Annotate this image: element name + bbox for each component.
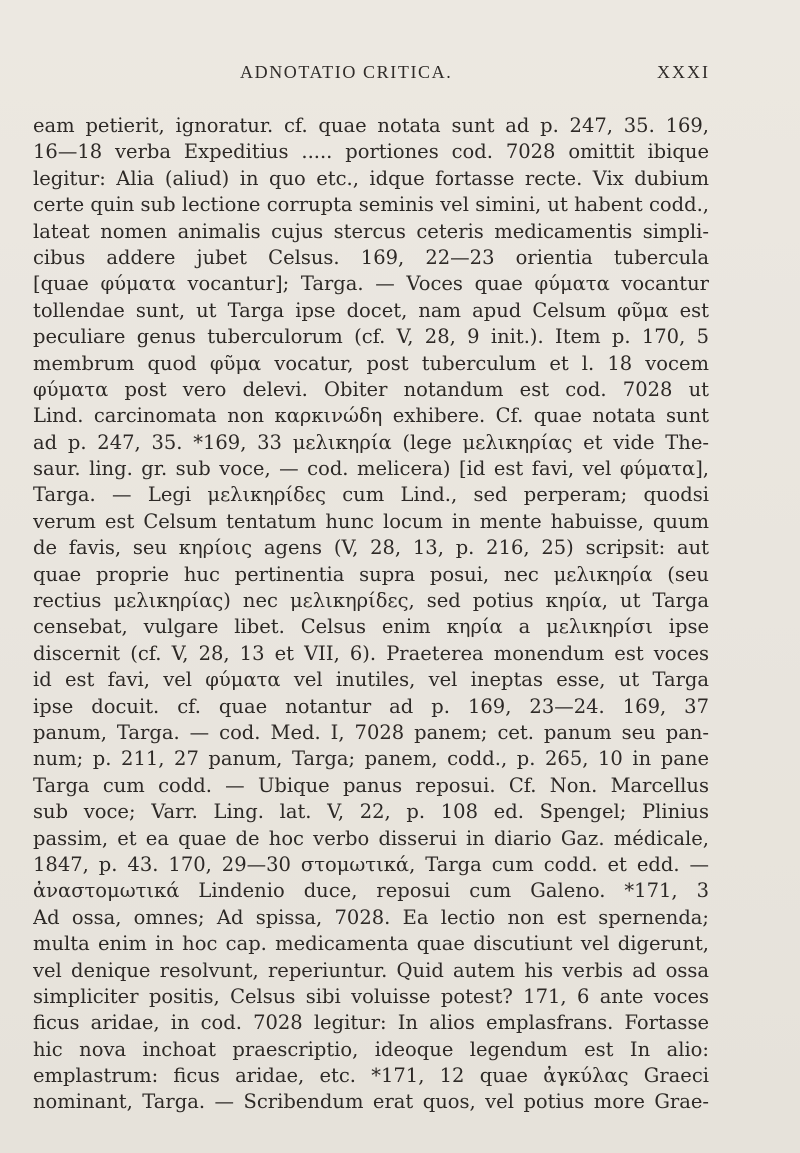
text-line: ficus aridae, in cod. 7028 legitur: In alios emplasfrans. Fortasse [33, 1011, 709, 1035]
text-line: eam petierit, ignoratur. cf. quae notata sunt ad p. 247, 35. 169, [33, 114, 709, 137]
text-line: Ad ossa, omnes; Ad spissa, 7028. Ea lectio non est spernenda; [33, 905, 709, 929]
text-line: discernit (cf. V, 28, 13 et VII, 6). Praeterea monendum est voces [33, 641, 709, 665]
text-line: ipse docuit. cf. quae notantur ad p. 169, 23—24. 169, 37 [33, 694, 709, 718]
text-line: φύματα post vero delevi. Obiter notandum est cod. 7028 ut [33, 377, 709, 401]
text-line: Targa cum codd. — Ubique panus reposui. Cf. Non. Marcellus [33, 773, 709, 797]
body-text [33, 113, 709, 1116]
text-line: lateat nomen animalis cujus stercus ceteris medicamentis simpli- [33, 219, 709, 243]
text-line: 1847, p. 43. 170, 29—30 στομωτικά, Targa cum codd. et edd. — [33, 852, 709, 876]
text-line: num; p. 211, 27 panum, Targa; panem, codd., p. 265, 10 in pane [33, 747, 709, 771]
page-number: XXXI [657, 62, 710, 82]
text-line: [quae φύματα vocantur]; Targa. — Voces quae φύματα vocantur [33, 272, 709, 296]
running-header [30, 62, 710, 86]
text-line: peculiare genus tuberculorum (cf. V, 28, 9 init.). Item p. 170, 5 [33, 325, 709, 349]
text-line: nominant, Targa. — Scribendum erat quos, vel potius more Grae- [33, 1090, 709, 1114]
text-line: membrum quod φῦμα vocatur, post tuberculum et l. 18 vocem [33, 351, 709, 375]
running-title: ADNOTATIO CRITICA. [240, 62, 453, 82]
text-line: tollendae sunt, ut Targa ipse docet, nam apud Celsum φῦμα est [33, 298, 709, 322]
text-line: de favis, seu κηρίοις agens (V, 28, 13, p. 216, 25) scripsit: aut [33, 536, 709, 560]
text-line: 16—18 verba Expeditius ..... portiones cod. 7028 omittit ibique [33, 140, 709, 164]
text-line: legitur: Alia (aliud) in quo etc., idque fortasse recte. Vix dubium [33, 166, 709, 190]
text-line: Lind. carcinomata non καρκινώδη exhibere. Cf. quae notata sunt [33, 404, 709, 428]
text-line: quae proprie huc pertinentia supra posui, nec μελικηρία (seu [33, 562, 709, 586]
text-line: panum, Targa. — cod. Med. I, 7028 panem; cet. panum seu pan- [33, 720, 709, 744]
text-line: saur. ling. gr. sub voce, — cod. melicera) [id est favi, vel φύματα], [33, 457, 709, 481]
text-line: rectius μελικηρίας) nec μελικηρίδες, sed potius κηρία, ut Targa [33, 589, 709, 613]
text-line: sub voce; Varr. Ling. lat. V, 22, p. 108 ed. Spengel; Plinius [33, 800, 709, 824]
text-line: vel denique resolvunt, reperiuntur. Quid autem his verbis ad ossa [33, 958, 709, 982]
text-line: cibus addere jubet Celsus. 169, 22—23 orientia tubercula [33, 245, 709, 269]
text-line: simpliciter positis, Celsus sibi voluisse potest? 171, 6 ante voces [33, 984, 709, 1008]
text-line: passim, et ea quae de hoc verbo disserui in diario Gaz. médicale, [33, 826, 709, 850]
text-line: ad p. 247, 35. *169, 33 μελικηρία (lege μελικηρίας et vide The- [33, 430, 709, 454]
text-line: multa enim in hoc cap. medicamenta quae discutiunt vel digerunt, [33, 932, 709, 956]
text-line: verum est Celsum tentatum hunc locum in mente habuisse, quum [33, 509, 709, 533]
text-line: hic nova inchoat praescriptio, ideoque legendum est In alio: [33, 1037, 709, 1061]
text-line: ἀναστομωτικά Lindenio duce, reposui cum Galeno. *171, 3 [33, 879, 709, 903]
text-line: censebat, vulgare libet. Celsus enim κηρία a μελικηρίσι ipse [33, 615, 709, 639]
text-line: id est favi, vel φύματα vel inutiles, vel ineptas esse, ut Targa [33, 668, 709, 692]
text-line: emplastrum: ficus aridae, etc. *171, 12 quae ἀγκύλας Graeci [33, 1064, 709, 1088]
text-line: Targa. — Legi μελικηρίδες cum Lind., sed perperam; quodsi [33, 483, 709, 507]
text-line: certe quin sub lectione corrupta seminis vel simini, ut habent codd., [33, 193, 709, 217]
